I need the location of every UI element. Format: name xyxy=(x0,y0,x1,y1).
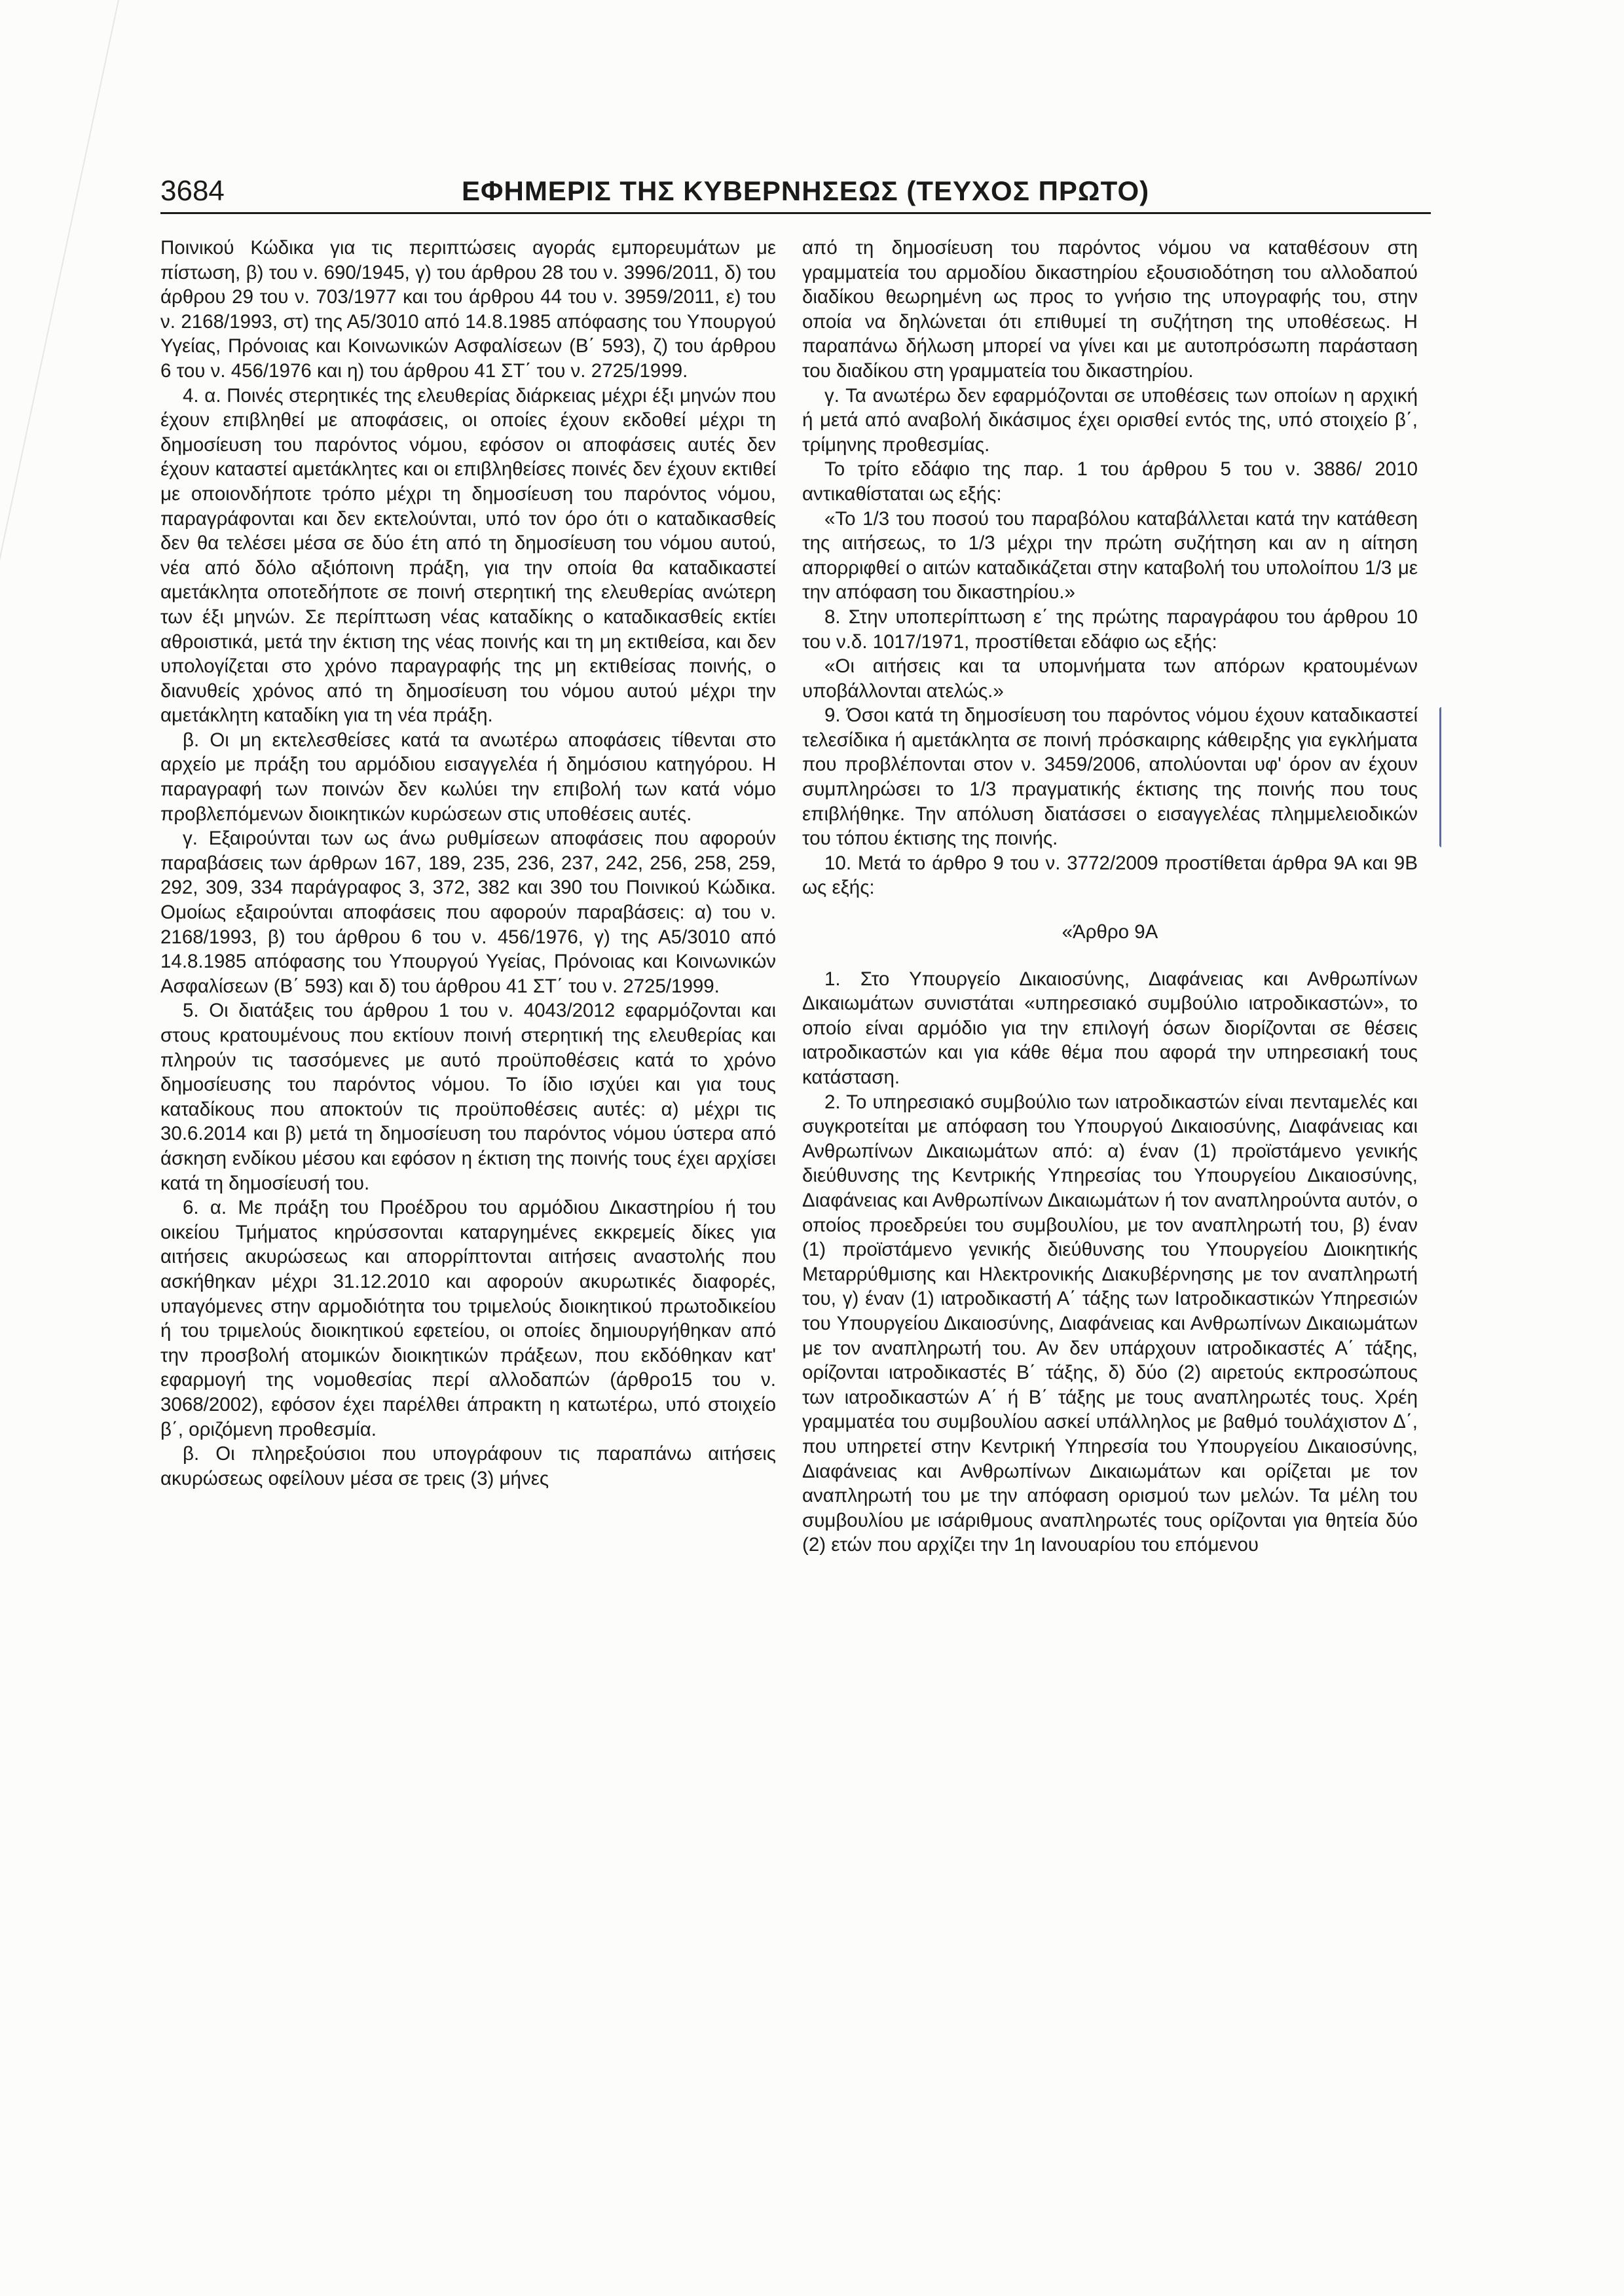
header-divider xyxy=(160,212,1431,214)
left-column xyxy=(160,236,776,2232)
paragraph: «Το 1/3 του ποσού του παραβόλου καταβάλλεται κατά την κατάθεση της αιτήσεως, το 1/3 μέχρι την πρώτη συζήτηση και αν η αίτηση απορριφθεί ο αιτών καταδικάζεται στην καταβολή του υπολοίπου 1/3 με την απόφαση του δικαστηρίου.» xyxy=(802,507,1418,604)
paragraph: Το τρίτο εδάφιο της παρ. 1 του άρθρου 5 του ν. 3886/ 2010 αντικαθίσταται ως εξής: xyxy=(802,458,1418,505)
page-number: 3684 xyxy=(160,175,225,207)
page-header xyxy=(160,172,1431,211)
paragraph: «Οι αιτήσεις και τα υπομνήματα των απόρων κρατουμένων υποβάλλονται ατελώς.» xyxy=(802,655,1418,702)
paragraph: β. Οι μη εκτελεσθείσες κατά τα ανωτέρω αποφάσεις τίθενται στο αρχείο με πράξη του αρμόδιου εισαγγελέα ή δημόσιου κατηγόρου. Η παραγραφή των ποινών δεν κωλύει την επιβολή των κατά νόμο προβλεπόμενων διοικητικών κυρώσεων στις υποθέσεις αυτές. xyxy=(160,729,776,825)
paragraph: 2. Το υπηρεσιακό συμβούλιο των ιατροδικαστών είναι πενταμελές και συγκροτείται με απόφαση του Υπουργού Δικαιοσύνης, Διαφάνειας και Ανθρωπίνων Δικαιωμάτων από: α) έναν (1) προϊστάμενο γενικής διεύθυνσης της Κεντρικής Υπηρεσίας του Υπουργείου Δικαιοσύνης, Διαφάνειας και Ανθρωπίνων Δικαιωμάτων ή τον αναπληρούντα αυτόν, ο οποίος προεδρεύει του συμβουλίου, με τον αναπληρωτή του, β) έναν (1) προϊστάμενο γενικής διεύθυνσης του Υπουργείου Διοικητικής Μεταρρύθμισης και Ηλεκτρονικής Διακυβέρνησης με τον αναπληρωτή του, γ) έναν (1) ιατροδικαστή Α΄ τάξης των Ιατροδικαστικών Υπηρεσιών του Υπουργείου Δικαιοσύνης, Διαφάνειας και Ανθρωπίνων Δικαιωμάτων με τον αναπληρωτή του. Αν δεν υπάρχουν ιατροδικαστές Α΄ τάξης, ορίζονται ιατροδικαστές Β΄ τάξης, δ) δύο (2) αιρετούς εκπροσώπους των ιατροδικαστών Α΄ ή Β΄ τάξης με τους αναπληρωτές τους. Χρέη γραμματέα του συμβουλίου ασκεί υπάλληλος με βαθμό τουλάχιστον Δ΄, που υπηρετεί στην Κεντρική Υπηρεσία του Υπουργείου Δικαιοσύνης, Διαφάνειας και Ανθρωπίνων Δικαιωμάτων και ορίζεται με τον αναπληρωτή του με την απόφαση ορισμού των μελών. Τα μέλη του συμβουλίου με ισάριθμους αναπληρωτές τους ορίζονται για θητεία δύο (2) ετών που αρχίζει την 1η Ιανουαρίου του επόμενου xyxy=(802,1091,1418,1556)
paragraph: 4. α. Ποινές στερητικές της ελευθερίας διάρκειας μέχρι έξι μηνών που έχουν επιβληθεί με αποφάσεις, οι οποίες έχουν εκδοθεί μέχρι τη δημοσίευση του παρόντος νόμου, εφόσον οι αποφάσεις αυτές δεν έχουν καταστεί αμετάκλητες και οι επιβληθείσες ποινές δεν έχουν εκτιθεί με οποιονδήποτε τρόπο μέχρι τη δημοσίευση του παρόντος νόμου, παραγράφονται και δεν εκτελούνται, υπό τον όρο ότι ο καταδικασθείς δεν θα τελέσει μέσα σε δύο έτη από τη δημοσίευση του νόμου αυτού, νέα από δόλο αξιόποινη πράξη, για την οποία θα καταδικαστεί αμετάκλητα οποτεδήποτε σε ποινή στερητική της ελευθερίας ανώτερη των έξι μηνών. Σε περίπτωση νέας καταδίκης ο καταδικασθείς εκτίει αθροιστικά, μετά την έκτιση της νέας ποινής και τη μη εκτιθείσα, και δεν υπολογίζεται στο χρόνο παραγραφής της μη εκτιθείσας ποινής, ο διανυθείς χρόνος από τη δημοσίευση του νόμου αυτού μέχρι την αμετάκλητη καταδίκη για τη νέα πράξη. xyxy=(160,384,776,727)
paragraph-marked: 9. Όσοι κατά τη δημοσίευση του παρόντος νόμου έχουν καταδικαστεί τελεσίδικα ή αμετάκλητα σε ποινή πρόσκαιρης κάθειρξης για εγκλήματα που προβλέπονται στον ν. 3459/2006, απολύονται υφ' όρον αν έχουν συμπληρώσει το 1/3 πραγματικής έκτισης της ποινής που τους επιβλήθηκε. Την απόλυση διατάσσει ο εισαγγελέας πλημμελειοδικών του τόπου έκτισης της ποινής. xyxy=(802,704,1418,850)
paragraph: 8. Στην υποπερίπτωση ε΄ της πρώτης παραγράφου του άρθρου 10 του ν.δ. 1017/1971, προστίθεται εδάφιο ως εξής: xyxy=(802,606,1418,653)
paragraph: 10. Μετά το άρθρο 9 του ν. 3772/2009 προστίθεται άρθρα 9Α και 9Β ως εξής: xyxy=(802,852,1418,899)
article-heading: «Άρθρο 9Α xyxy=(1061,921,1158,943)
paragraph: Ποινικού Κώδικα για τις περιπτώσεις αγοράς εμπορευμάτων με πίστωση, β) του ν. 690/1945, γ) του άρθρου 28 του ν. 3996/2011, δ) του άρθρου 29 του ν. 703/1977 και του άρθρου 44 του ν. 3959/2011, ε) του ν. 2168/1993, στ) της Α5/3010 από 14.8.1985 απόφασης του Υπουργού Υγείας, Πρόνοιας και Κοινωνικών Ασφαλίσεων (Β΄ 593), ζ) του άρθρου 6 του ν. 456/1976 και η) του άρθρου 41 ΣΤ΄ του ν. 2725/1999. xyxy=(160,237,776,382)
right-column xyxy=(802,236,1418,2232)
paragraph: από τη δημοσίευση του παρόντος νόμου να καταθέσουν στη γραμματεία του αρμοδίου δικαστηρίου εξουσιοδότηση του αλλοδαπού διαδίκου θεωρημένη ως προς το γνήσιο της υπογραφής του, στην οποία να δηλώνεται ότι επιθυμεί τη συζήτηση της υποθέσεως. Η παραπάνω δήλωση μπορεί να γίνει και με αυτοπρόσωπη παράσταση του διαδίκου στη γραμματεία του δικαστηρίου. xyxy=(802,237,1418,382)
journal-title: ΕΦΗΜΕΡΙΣ ΤΗΣ ΚΥΒΕΡΝΗΣΕΩΣ (ΤΕΥΧΟΣ ΠΡΩΤΟ) xyxy=(462,175,1150,206)
paragraph: 6. α. Με πράξη του Προέδρου του αρμόδιου Δικαστηρίου ή του οικείου Τμήματος κηρύσσονται καταργημένες εκκρεμείς δίκες για αιτήσεις ακυρώσεως και απορρίπτονται αιτήσεις αναστολής που ασκήθηκαν μέχρι 31.12.2010 και αφορούν ακυρωτικές διαφορές, υπαγόμενες στην αρμοδιότητα του τριμελούς διοικητικού πρωτοδικείου ή του τριμελούς διοικητικού εφετείου, οι οποίες δημιουργήθηκαν από την προσβολή ατομικών διοικητικών πράξεων, που εκδόθηκαν κατ' εφαρμογή της νομοθεσίας περί αλλοδαπών (άρθρο15 του ν. 3068/2002), εφόσον έχει παρέλθει άπρακτη η κατωτέρω, υπό στοιχείο β΄, οριζόμενη προθεσμία. xyxy=(160,1197,776,1440)
paragraph: γ. Εξαιρούνται των ως άνω ρυθμίσεων αποφάσεις που αφορούν παραβάσεις των άρθρων 167, 189, 235, 236, 237, 242, 256, 258, 259, 292, 309, 334 παράγραφος 3, 372, 382 και 390 του Ποινικού Κώδικα. Ομοίως εξαιρούνται αποφάσεις που αφορούν παραβάσεις: α) του ν. 2168/1993, β) του άρθρου 6 του ν. 456/1976, γ) της Α5/3010 από 14.8.1985 απόφασης του Υπουργού Υγείας, Πρόνοιας και Κοινωνικών Ασφαλίσεων (Β΄ 593) και δ) του άρθρου 41 ΣΤ΄ του ν. 2725/1999. xyxy=(160,828,776,997)
paragraph: 5. Οι διατάξεις του άρθρου 1 του ν. 4043/2012 εφαρμόζονται και στους κρατουμένους που εκτίουν ποινή στερητική της ελευθερίας και πληρούν τις τασσόμενες με αυτό προϋποθέσεις κατά το χρόνο δημοσίευσης του παρόντος νόμου. Το ίδιο ισχύει και για τους καταδίκους που αποκτούν τις προϋποθέσεις αυτές: α) μέχρι τις 30.6.2014 και β) μετά τη δημοσίευση του παρόντος νόμου ύστερα από άσκηση ενδίκου μέσου και εφόσον η έκτιση της ποινής τους έχει αρχίσει κατά τη δημοσίευσή του. xyxy=(160,1000,776,1194)
paragraph: β. Οι πληρεξούσιοι που υπογράφουν τις παραπάνω αιτήσεις ακυρώσεως οφείλουν μέσα σε τρεις (3) μήνες xyxy=(160,1443,776,1489)
paragraph: 1. Στο Υπουργείο Δικαιοσύνης, Διαφάνειας και Ανθρωπίνων Δικαιωμάτων συνιστάται «υπηρεσιακό συμβούλιο ιατροδικαστών», το οποίο είναι αρμόδιο για την επιλογή όσων διορίζονται σε θέσεις ιατροδικαστών και για κάθε θέμα που αφορά την υπηρεσιακή τους κατάσταση. xyxy=(802,968,1418,1088)
handwritten-margin-mark xyxy=(1439,707,1445,847)
paragraph: γ. Τα ανωτέρω δεν εφαρμόζονται σε υποθέσεις των οποίων η αρχική ή μετά από αναβολή δικάσιμος έχει ορισθεί εντός της, υπό στοιχείο β΄, τρίμηνης προθεσμίας. xyxy=(802,384,1418,456)
